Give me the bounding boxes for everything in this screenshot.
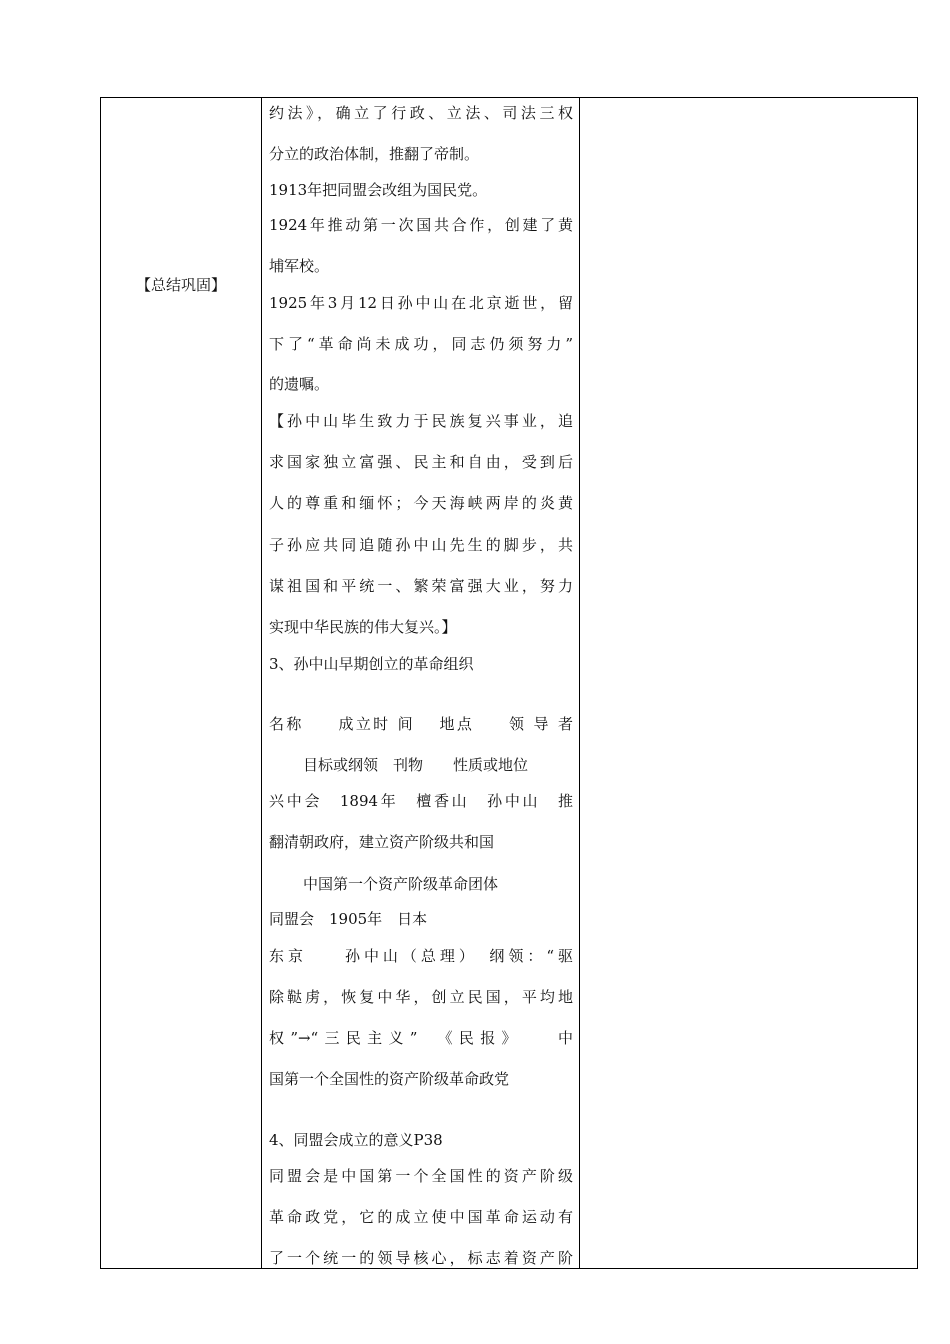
text-line: 革命政党，它的成立使中国革命运动有	[269, 1208, 573, 1226]
text-line: 兴中会 1894年 檀香山 孙中山 推	[269, 792, 573, 810]
text-line: 除鞑虏，恢复中华，创立民国，平均地	[269, 988, 573, 1006]
text-line: 求国家独立富强、民主和自由，受到后	[269, 453, 573, 471]
text-line: 分立的政治体制，推翻了帝制。	[269, 145, 480, 163]
column-divider	[261, 98, 262, 1268]
text-line: 约法》，确立了行政、立法、司法三权	[269, 104, 573, 122]
text-line: 下了“革命尚未成功，同志仍须努力”	[269, 335, 573, 353]
section-label: 【总结巩固】	[135, 276, 226, 294]
text-line: 权”→“三民主义” 《民报》 中	[269, 1029, 573, 1047]
text-line: 埔军校。	[269, 257, 330, 275]
text-line: 中国第一个资产阶级革命团体	[303, 875, 499, 893]
text-line: 3、孙中山早期创立的革命组织	[269, 655, 474, 673]
text-line: 1924年推动第一次国共合作，创建了黄	[269, 216, 573, 234]
text-line: 实现中华民族的伟大复兴。】	[269, 618, 457, 636]
text-line: 【孙中山毕生致力于民族复兴事业，追	[269, 412, 573, 430]
text-line: 谋祖国和平统一、繁荣富强大业，努力	[269, 577, 573, 595]
text-line: 东京 孙中山（总理） 纲领：“驱	[269, 947, 573, 965]
text-line: 目标或纲领 刊物 性质或地位	[303, 756, 529, 774]
content-table	[100, 97, 918, 1269]
text-line: 1913年把同盟会改组为国民党。	[269, 181, 488, 199]
text-line: 子孙应共同追随孙中山先生的脚步，共	[269, 536, 573, 554]
column-divider	[579, 98, 580, 1268]
text-line: 名称 成立时 间 地点 领 导 者	[269, 715, 573, 733]
text-line: 国第一个全国性的资产阶级革命政党	[269, 1070, 510, 1088]
text-line: 人的尊重和缅怀；今天海峡两岸的炎黄	[269, 494, 573, 512]
text-line: 4、同盟会成立的意义P38	[269, 1131, 443, 1149]
text-line: 同盟会 1905年 日本	[269, 910, 428, 928]
text-line: 翻清朝政府，建立资产阶级共和国	[269, 833, 495, 851]
text-line: 1925年3月12日孙中山在北京逝世，留	[269, 294, 573, 312]
text-line: 同盟会是中国第一个全国性的资产阶级	[269, 1167, 573, 1185]
text-line: 的遗嘱。	[269, 375, 330, 393]
text-line: 了一个统一的领导核心，标志着资产阶	[269, 1249, 573, 1267]
